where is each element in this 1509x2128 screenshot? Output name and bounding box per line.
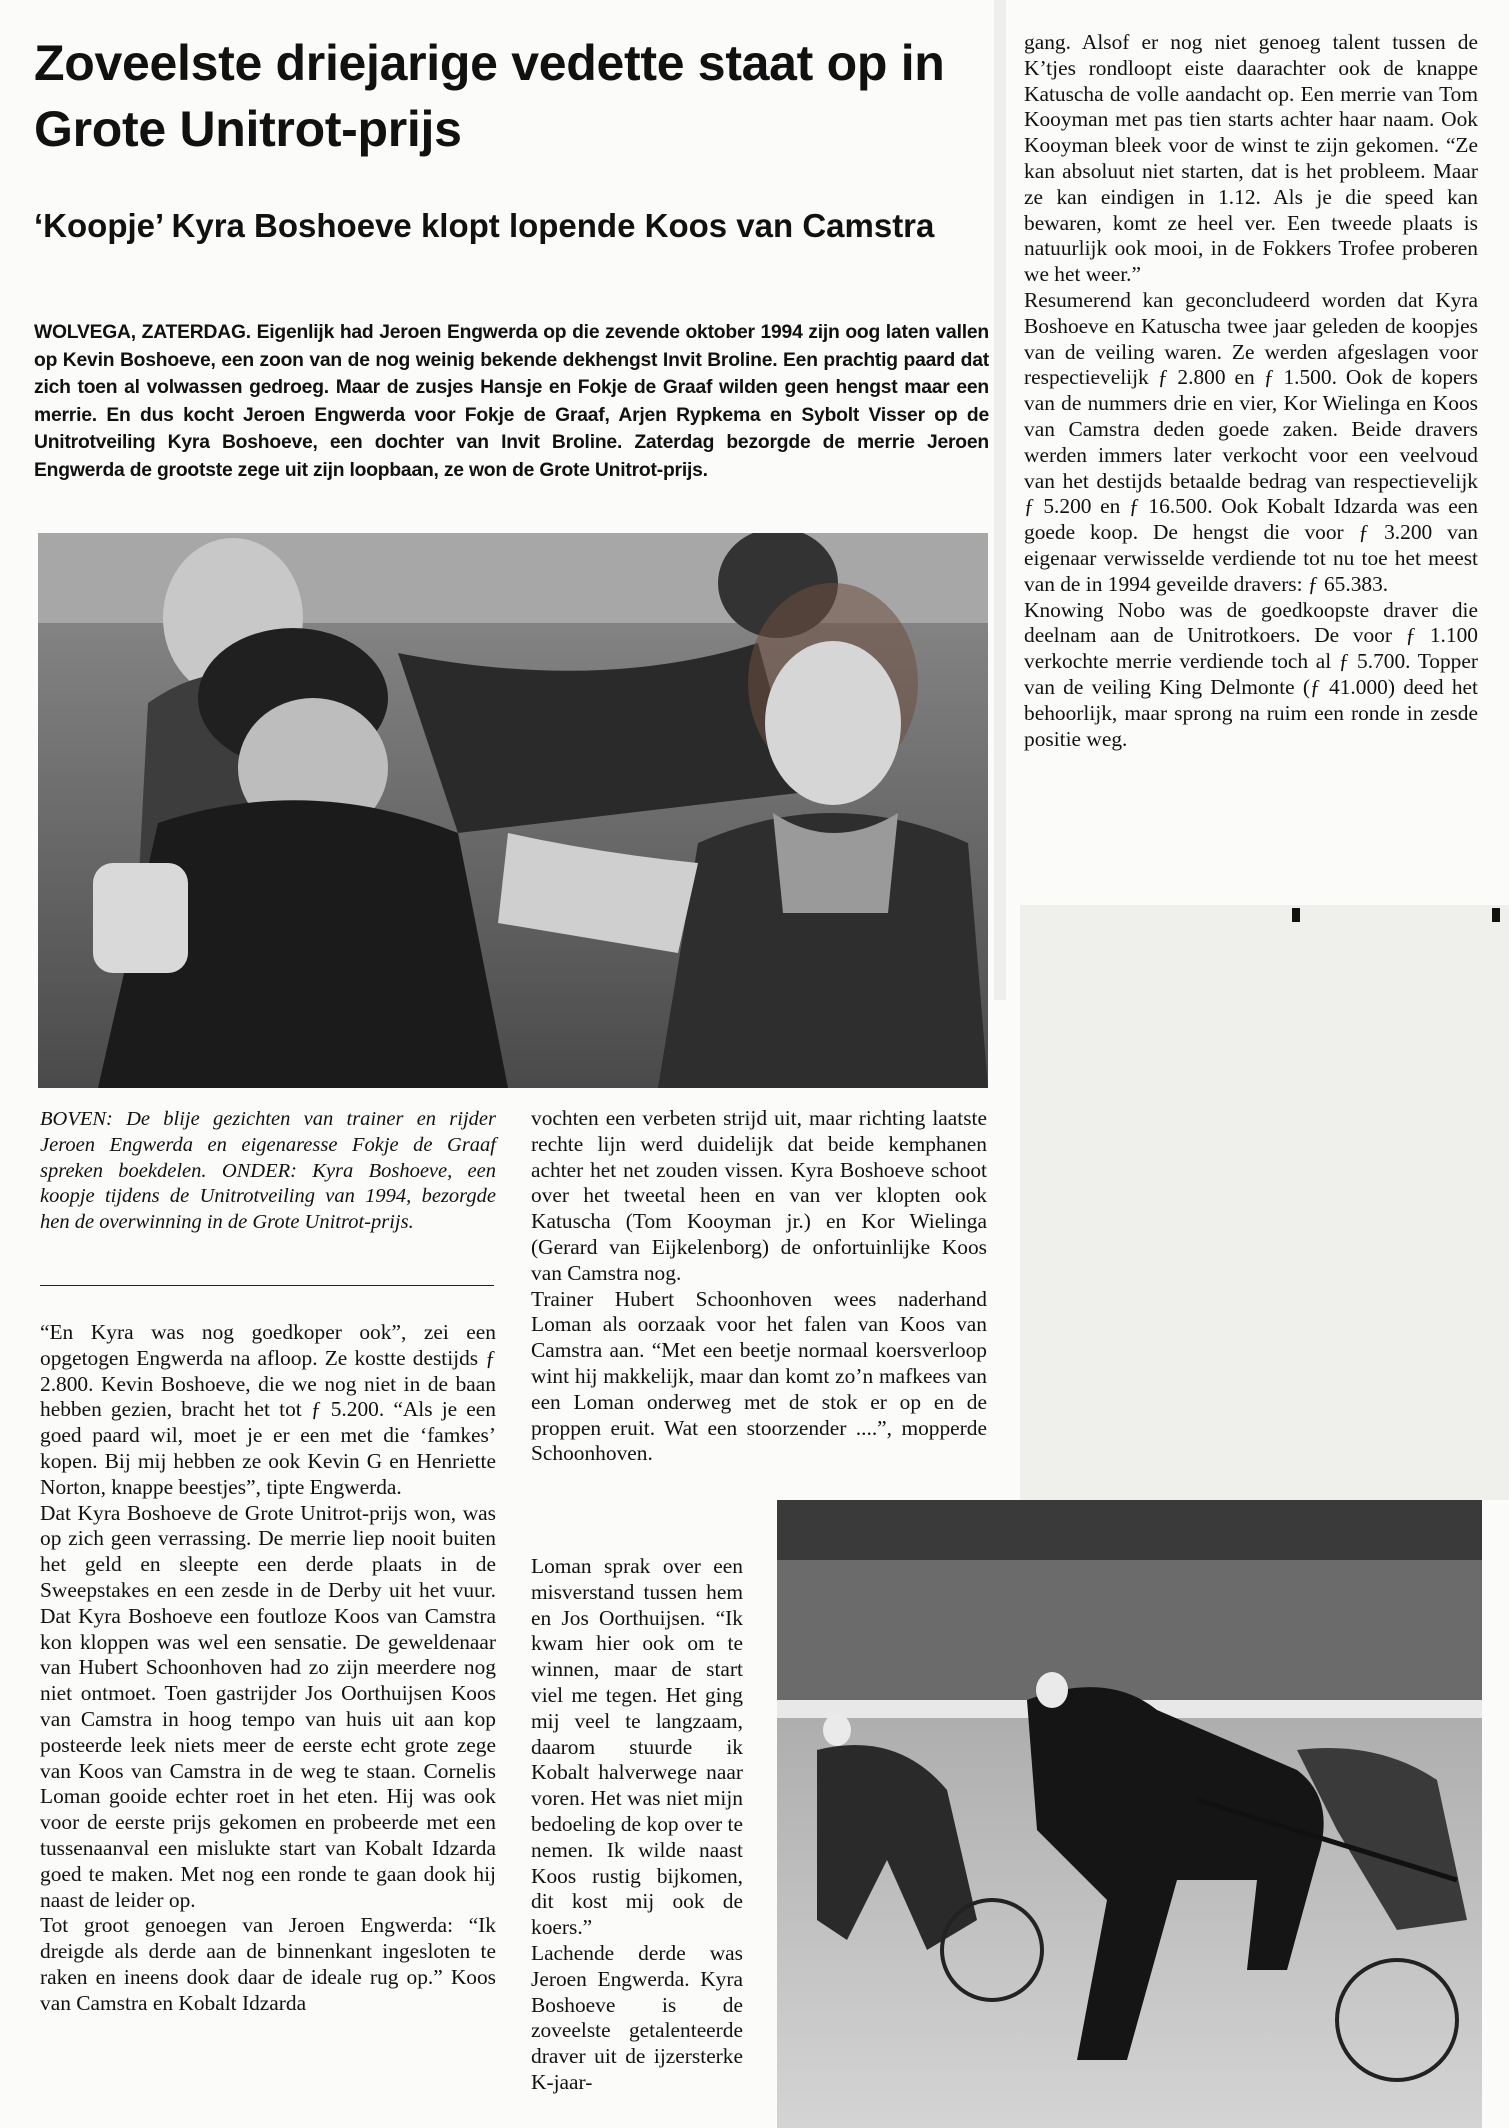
col2-paragraph: Trainer Hubert Schoonhoven wees naderhand Loman als oorzaak voor het falen van Koos van Camstra aan. “Met een beetje normaal koersverloop wint hij makkelijk, maar dan komt zo’n mafkees van een Loman onderweg met de stok er op en de proppen eruit. Wat een stoorzender ....”, mopperde Schoonhoven. — [531, 1286, 987, 1466]
col1-paragraph: Tot groot genoegen van Jeroen Engwerda: “Ik dreigde als derde aan de binnenkant ingesloten te raken en ineens dook daar de ideale rug op.” Koos van Camstra en Kobalt Idzarda — [40, 1913, 496, 2015]
photo-trainer-and-owner — [38, 533, 988, 1088]
caption-divider — [40, 1285, 494, 1286]
subhead: ‘Koopje’ Kyra Boshoeve klopt lopende Koos van Camstra — [34, 207, 935, 244]
col3-paragraph: gang. Alsof er nog niet genoeg talent tussen de K’tjes rondloopt eiste daarachter ook de knappe Katuscha de volle aandacht op. Een merrie van Tom Kooyman met pas tien starts achter haar naam. Ook Kooyman bleek voor de winst te zijn gekomen. “Ze kan absoluut niet starten, dat is het probleem. Maar ze kan eindigen in 1.12. Als je die speed kan bewaren, komt ze heel ver. Een tweede plaats is natuurlijk ook mooi, in de Fokkers Trofee proberen we het weer.” — [1024, 30, 1478, 287]
col2-narrow-paragraph: Loman sprak over een misverstand tussen hem en Jos Oorthuijsen. “Ik kwam hier ook om te winnen, maar de start viel me tegen. Het ging mij veel te langzaam, daarom stuurde ik Kobalt halverwege naar voren. Het was niet mijn bedoeling de kop over te nemen. Ik wilde naast Koos rustig bijkomen, dit kost mij ook de koers.” — [531, 1554, 743, 1940]
photo-caption: BOVEN: De blije gezichten van trainer en rijder Jeroen Engwerda en eigenaresse Fokje de Graaf spreken boekdelen. ONDER: Kyra Boshoeve, een koopje tijdens de Unitrotveiling van 1994, bezorgde hen de overwinning in de Grote Unitrot-prijs. — [40, 1108, 496, 1234]
crop-marker-right — [1492, 908, 1500, 922]
column-3 — [1024, 30, 1478, 752]
col1-paragraph: “En Kyra was nog goedkoper ook”, zei een opgetogen Engwerda na afloop. Ze kostte destijds ƒ 2.800. Kevin Boshoeve, die we nog niet in de baan hebben gezien, bracht het tot ƒ 5.200. “Als je een goed paard wil, moet je er een met die ‘famkes’ kopen. Bij mij hebben ze ook Kevin G en Henriette Norton, knappe beestjes”, tipte Engwerda. — [40, 1320, 496, 1499]
photo-trainer-and-owner-illustration — [38, 533, 988, 1088]
headline: Zoveelste driejarige vedette staat op in Grote Unitrot-prijs — [34, 35, 945, 157]
col2-narrow-paragraph: Lachende derde was Jeroen Engwerda. Kyra Boshoeve is de zoveelste getalenteerde draver uit de ijzersterke K-jaar- — [531, 1940, 743, 2094]
photo-race-finish — [777, 1500, 1482, 2128]
column-2 — [531, 1106, 987, 1467]
col2-paragraph: vochten een verbeten strijd uit, maar richting laatste rechte lijn werd duidelijk dat beide kemphanen achter het net zouden vissen. Kyra Boshoeve schoot over het tweetal heen en van ver klopten ook Katuscha (Tom Kooyman jr.) en Kor Wielinga (Gerard van Eijkelenborg) de onfortuinlijke Koos van Camstra nog. — [531, 1106, 987, 1285]
crop-marker-left — [1292, 908, 1300, 922]
column-2-narrow — [531, 1554, 743, 2096]
page-bleed-edge — [994, 0, 1006, 1000]
column-1 — [40, 1320, 496, 2017]
col3-paragraph: Knowing Nobo was de goedkoopste draver die deelnam aan de Unitrotkoers. De voor ƒ 1.100 verkochte merrie verdiende toch al ƒ 5.700. Topper van de veiling King Delmonte (ƒ 41.000) deed het behoorlijk, maar sprong na ruim een ronde in zesde positie weg. — [1024, 597, 1478, 751]
lede-paragraph: WOLVEGA, ZATERDAG. Eigenlijk had Jeroen Engwerda op die zevende oktober 1994 zijn oog laten vallen op Kevin Boshoeve, een zoon van de nog weinig bekende dekhengst Invit Broline. Een prachtig paard dat zich toen al volwassen gedroeg. Maar de zusjes Hansje en Fokje de Graaf wilden geen hengst maar een merrie. En dus kocht Jeroen Engwerda voor Fokje de Graaf, Arjen Rypkema en Sybolt Visser op de Unitrotveiling Kyra Boshoeve, een dochter van Invit Broline. Zaterdag bezorgde de merrie Jeroen Engwerda de grootste zege uit zijn loopbaan, ze won de Grote Unitrot-prijs. — [34, 322, 989, 481]
photo-race-finish-illustration — [777, 1500, 1482, 2128]
blank-photo-area — [1020, 905, 1509, 1500]
col1-paragraph: Dat Kyra Boshoeve de Grote Unitrot-prijs won, was op zich geen verrassing. De merrie liep nooit buiten het geld en sleepte een derde plaats in de Sweepstakes en een zesde in de Derby uit het vuur. Dat Kyra Boshoeve een foutloze Koos van Camstra kon kloppen was wel een sensatie. De geweldenaar van Hubert Schoonhoven had zo zijn meerdere nog niet ontmoet. Toen gastrijder Jos Oorthuijsen Koos van Camstra in hoog tempo van huis uit aan kop posteerde leek niets meer de eerste echt grote zege van Koos van Camstra in de weg te staan. Cornelis Loman gooide echter roet in het eten. Hij was ook voor de eerste prijs gekomen en probeerde met een tussenaanval een mislukte start van Kobalt Idzarda goed te maken. Met nog een ronde te gaan dook hij naast de leider op. — [40, 1500, 496, 1912]
col3-paragraph: Resumerend kan geconcludeerd worden dat Kyra Boshoeve en Katuscha twee jaar geleden de koopjes van de veiling waren. Ze werden afgeslagen voor respectievelijk ƒ 2.800 en ƒ 1.500. Ook de kopers van de nummers drie en vier, Kor Wielinga en Koos van Camstra deden goede zaken. Beide dravers werden immers later verkocht voor een veelvoud van het destijds betaalde bedrag van respectievelijk ƒ 5.200 en ƒ 16.500. Ook Kobalt Idzarda was een goede koop. De hengst die voor ƒ 3.200 van eigenaar verwisselde verdiende tot nu toe het meest van de in 1994 geveilde dravers: ƒ 65.383. — [1024, 287, 1478, 596]
